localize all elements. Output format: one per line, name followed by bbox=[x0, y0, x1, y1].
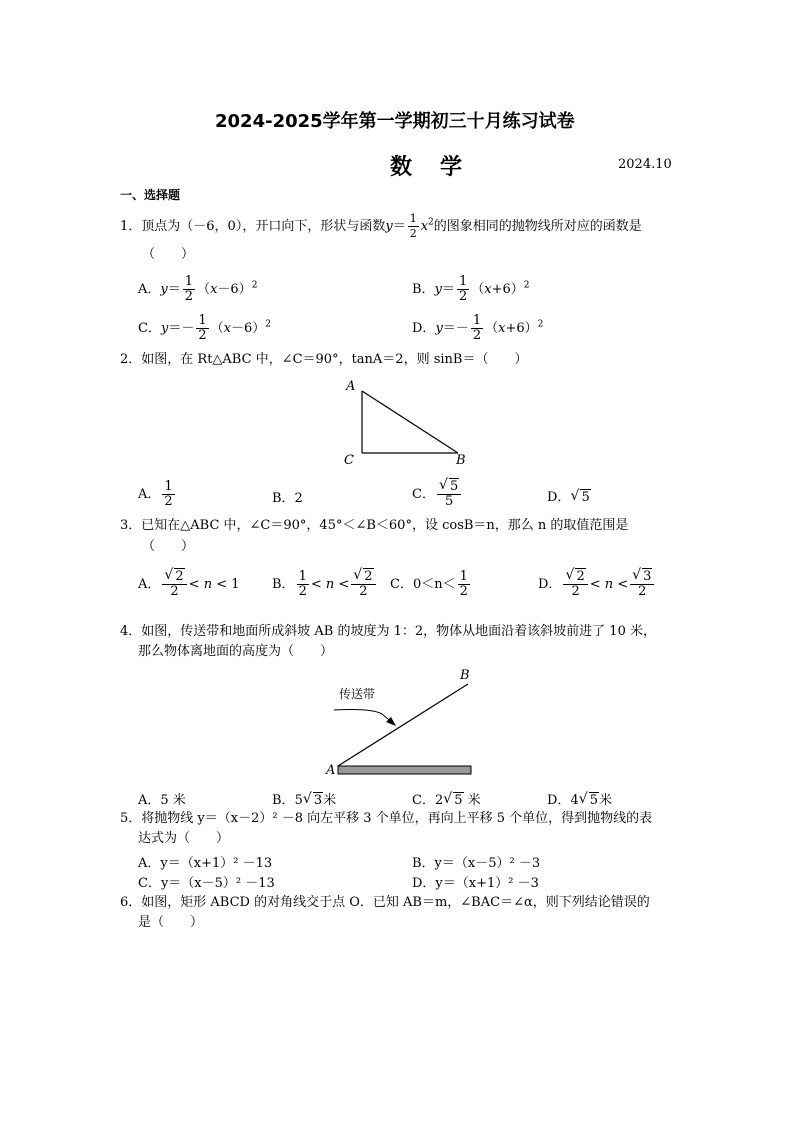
option-c[interactable]: C．0＜n＜ $\frac{1}{2}$ bbox=[390, 569, 468, 599]
option-a[interactable]: A． $\frac{1}{2}$ bbox=[138, 479, 173, 509]
option-label: D． bbox=[538, 577, 562, 592]
exam-date: 2024.10 bbox=[618, 157, 672, 172]
option-b[interactable]: B． $\frac{1}{2}$ < n < √ $\frac{2}{2}$ bbox=[272, 570, 378, 599]
question-6 bbox=[120, 893, 650, 913]
option-label: C． bbox=[138, 321, 161, 336]
option-b[interactable]: B．y＝（x－5）² －3 bbox=[412, 856, 541, 871]
option-label: A． bbox=[138, 487, 161, 502]
question-number: 2． bbox=[120, 352, 142, 367]
option-a[interactable]: A． √ $\frac{2}{2}$ < n < 1 bbox=[138, 570, 240, 599]
question-2 bbox=[120, 350, 527, 370]
option-d[interactable]: D．y＝－ $\frac{1}{2}$ $(x+6)^2$ bbox=[412, 313, 544, 343]
question-6-line2: 是（ ） bbox=[138, 915, 204, 930]
question-4 bbox=[120, 622, 656, 642]
option-label: D． bbox=[547, 793, 571, 808]
vertex-b-label: B bbox=[456, 453, 466, 468]
option-label: C． bbox=[390, 577, 413, 592]
question-number: 1． bbox=[120, 219, 142, 234]
question-number: 6． bbox=[120, 895, 142, 910]
option-label: B． bbox=[272, 793, 295, 808]
subject-title: 数学 bbox=[390, 155, 491, 180]
question-number: 4． bbox=[120, 624, 142, 639]
option-a[interactable]: A．y＝ $\frac{1}{2}$ $(x-6)^2$ bbox=[138, 274, 258, 304]
option-d[interactable]: D．√ 5 bbox=[547, 486, 591, 505]
option-c[interactable]: C．y＝（x－5）² －13 bbox=[138, 876, 275, 891]
option-d[interactable]: D．4√ 5米 bbox=[547, 789, 612, 808]
option-c[interactable]: C． √ $\frac{5}{5}$ bbox=[412, 480, 463, 509]
answer-paren: （ ） bbox=[142, 247, 195, 262]
vertex-c-label: C bbox=[344, 453, 354, 468]
question-number: 3． bbox=[120, 518, 142, 533]
conveyor-figure bbox=[320, 662, 495, 780]
point-b-label: B bbox=[460, 668, 470, 683]
question-text: 顶点为（－6，0），开口向下，形状与函数 bbox=[141, 219, 386, 234]
question-text: 如图，传送带和地面所成斜坡 AB 的坡度为 1：2，物体从地面沿着该斜坡前进了 10 米， bbox=[141, 624, 656, 639]
option-label: B． bbox=[412, 282, 435, 297]
vertex-a-label: A bbox=[346, 379, 356, 394]
question-number: 5． bbox=[120, 811, 142, 826]
option-label: C． bbox=[412, 487, 435, 502]
section-heading: 一、选择题 bbox=[120, 188, 181, 202]
option-label: D． bbox=[547, 490, 571, 505]
option-d[interactable]: D．y＝（x+1）² －3 bbox=[412, 876, 539, 891]
point-a-label: A bbox=[326, 763, 336, 778]
exam-title: 2024-2025学年第一学期初三十月练习试卷 bbox=[215, 111, 575, 132]
question-5 bbox=[120, 809, 652, 829]
option-b[interactable]: B．5√ 3米 bbox=[272, 789, 336, 808]
question-text: 将抛物线 y＝（x－2）² －8 向左平移 3 个单位，再向上平移 5 个单位，得到抛物线的表 bbox=[141, 811, 653, 826]
option-a[interactable]: A．y＝（x+1）² －13 bbox=[138, 856, 273, 871]
question-text: 如图，矩形 ABCD 的对角线交于点 O．已知 AB＝m，∠BAC＝∠α，则下列结论错误的 bbox=[141, 895, 650, 910]
option-b[interactable]: B．y＝ $\frac{1}{2}$ $(x+6)^2$ bbox=[412, 274, 530, 304]
option-c[interactable]: C．y＝－ $\frac{1}{2}$ $(x-6)^2$ bbox=[138, 313, 271, 343]
option-label: A． bbox=[138, 577, 161, 592]
option-label: A． bbox=[138, 282, 161, 297]
option-label: B． bbox=[272, 577, 295, 592]
question-text: 已知在△ABC 中，∠C＝90°，45°＜∠B＜60°，设 cosB＝n，那么 n 的取值范围是 bbox=[141, 518, 629, 533]
question-text: 如图，在 Rt△ABC 中，∠C＝90°，tanA＝2，则 sinB＝（ ） bbox=[141, 352, 528, 367]
answer-paren: （ ） bbox=[142, 539, 195, 554]
option-label: D． bbox=[412, 321, 436, 336]
option-d[interactable]: D． √ $\frac{2}{2}$ < n < √ $\frac{3}{2}$ bbox=[538, 570, 656, 599]
question-4-line2: 那么物体离地面的高度为（ ） bbox=[138, 644, 334, 659]
question-text: 的图象相同的抛物线所对应的函数是 bbox=[433, 219, 642, 234]
triangle-figure bbox=[340, 375, 475, 470]
question-3 bbox=[120, 516, 628, 536]
option-b[interactable]: B．2 bbox=[272, 491, 303, 506]
option-c[interactable]: C．2√ 5 米 bbox=[412, 789, 481, 808]
option-a[interactable]: A．5 米 bbox=[138, 793, 186, 808]
belt-label: 传送带 bbox=[339, 687, 376, 701]
question-5-line2: 达式为（ ） bbox=[138, 831, 230, 846]
option-label: C． bbox=[412, 793, 435, 808]
question-1: 1．顶点为（－6，0），开口向下，形状与函数y＝ $\frac{1}{2}$ $x^2$的图象相同的抛物线所对应的函数是 bbox=[120, 212, 642, 240]
